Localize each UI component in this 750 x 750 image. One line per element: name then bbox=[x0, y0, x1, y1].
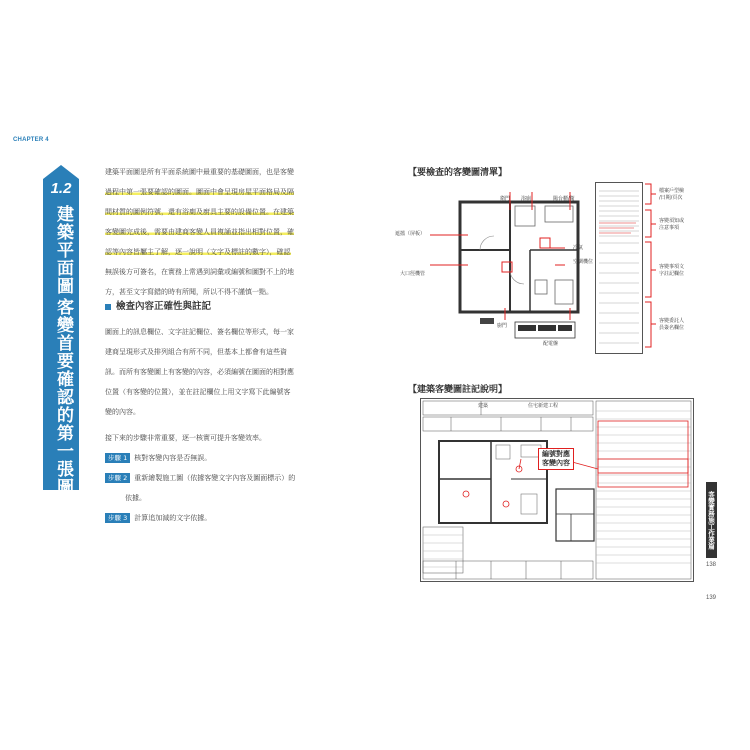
paragraph-line: 位置（有客變的位置），並在註記欄位上用文字寫下此編號客 bbox=[105, 388, 291, 396]
content-paragraph bbox=[105, 322, 330, 422]
steps-intro: 接下來的步驟非常重要，逐一核實可提升客變效率。 bbox=[105, 434, 266, 442]
note-text-fields: 客變事項文 字註記欄位 bbox=[659, 264, 685, 277]
label-bath: 浴廁 bbox=[521, 196, 532, 202]
label-door: 衛門 bbox=[500, 196, 511, 202]
step-item: 步驟 1 核對客變內容是否無誤。 bbox=[105, 448, 335, 468]
figure1-title: 【要檢查的客變圖清單】 bbox=[408, 168, 508, 178]
intro-line: 過程中第一張要確認的圖面。圖面中會呈現房屋平面格局及隔 bbox=[105, 188, 294, 196]
steps-block bbox=[105, 428, 335, 528]
intro-line: 間材質的圖例符號，還有浴廁及廚具主要的設備位置。在建築 bbox=[105, 208, 294, 216]
square-bullet-icon bbox=[105, 304, 111, 310]
section-number: 1.2 bbox=[50, 180, 72, 197]
change-notes-sheet bbox=[595, 182, 643, 354]
step-item: 步驟 2 重新繪製施工圖（依據客變文字內容及圖面標示）的 bbox=[105, 468, 335, 488]
step-item: 依據。 bbox=[125, 494, 146, 502]
paragraph-line: 建商呈現形式及排列組合有所不同，但基本上都會有這些資 bbox=[105, 348, 287, 356]
intro-paragraph bbox=[105, 162, 330, 302]
intro-line: 建築平面圖是所有平面系統圖中最重要的基礎圖面，也是客變 bbox=[105, 168, 294, 176]
section-title-2: 客變首要確認的第一張圖 bbox=[53, 298, 73, 496]
step-item: 步驟 3 計算追加減的文字依據。 bbox=[105, 508, 335, 528]
subheading: 檢查內容正確性與註記 bbox=[105, 298, 211, 312]
intro-line: 方，甚至文字寫錯的時有所聞，所以不得不謹慎一點。 bbox=[105, 288, 273, 296]
note-signature: 客變委託人 員簽名欄位 bbox=[659, 318, 685, 331]
intro-line: 客變圖完成後，需要由建商客變人員複誦並指出相對位置，確 bbox=[105, 228, 294, 236]
page-number-left: 138 bbox=[706, 562, 717, 568]
section-title-1: 建築平面圖 bbox=[53, 205, 73, 295]
figure2-title: 【建築客變圖註記說明】 bbox=[408, 385, 508, 395]
paragraph-line: 訊。而所有客變圖上有客變的內容，必須編號在圖面的相對應 bbox=[105, 368, 294, 376]
sheet-drawing bbox=[421, 399, 693, 581]
note-instructions: 客變須知或 注意事項 bbox=[659, 218, 685, 231]
label-kitchen-door: 廚門 bbox=[497, 323, 508, 329]
intro-line: 無誤後方可簽名，在實務上常遇到詞彙或編號和圖對不上的地 bbox=[105, 268, 294, 276]
intro-line: 認等內容皆屬主了解，逐一說明（文字及標註的數字），確認 bbox=[105, 248, 291, 256]
paragraph-line: 變的內容。 bbox=[105, 408, 140, 416]
sheet-subtitle: 住宅新建工程 bbox=[528, 403, 559, 409]
note-page-info: 檔案戶型檢 /日期/頁次 bbox=[659, 188, 685, 201]
label-ac-unit: 空調機位 bbox=[573, 259, 594, 265]
chapter-label: CHAPTER 4 bbox=[13, 137, 49, 143]
sheet-lines bbox=[596, 183, 642, 353]
side-brackets bbox=[643, 182, 657, 352]
label-balcony-cabinet: 陽台櫃/衛 bbox=[553, 196, 575, 202]
callout-number-mapping: 編號對應 客變內容 bbox=[538, 448, 574, 470]
annotated-drawing-sheet bbox=[420, 398, 694, 582]
label-panel: 配電盤 bbox=[543, 341, 559, 347]
chapter-spine-title: 客變實務施工作業篇 bbox=[706, 482, 717, 558]
label-door-type: 遮擋（屏板） bbox=[395, 231, 426, 237]
sheet-title: 建築 bbox=[478, 403, 489, 409]
floor-plan-diagram bbox=[420, 180, 590, 345]
label-equipment: 大口徑機管 bbox=[400, 271, 426, 277]
page-number-right: 139 bbox=[706, 595, 717, 601]
label-ac: 冷氣 bbox=[573, 245, 584, 251]
paragraph-line: 圖面上的訊息欄位、文字註記欄位、簽名欄位等形式，每一家 bbox=[105, 328, 294, 336]
